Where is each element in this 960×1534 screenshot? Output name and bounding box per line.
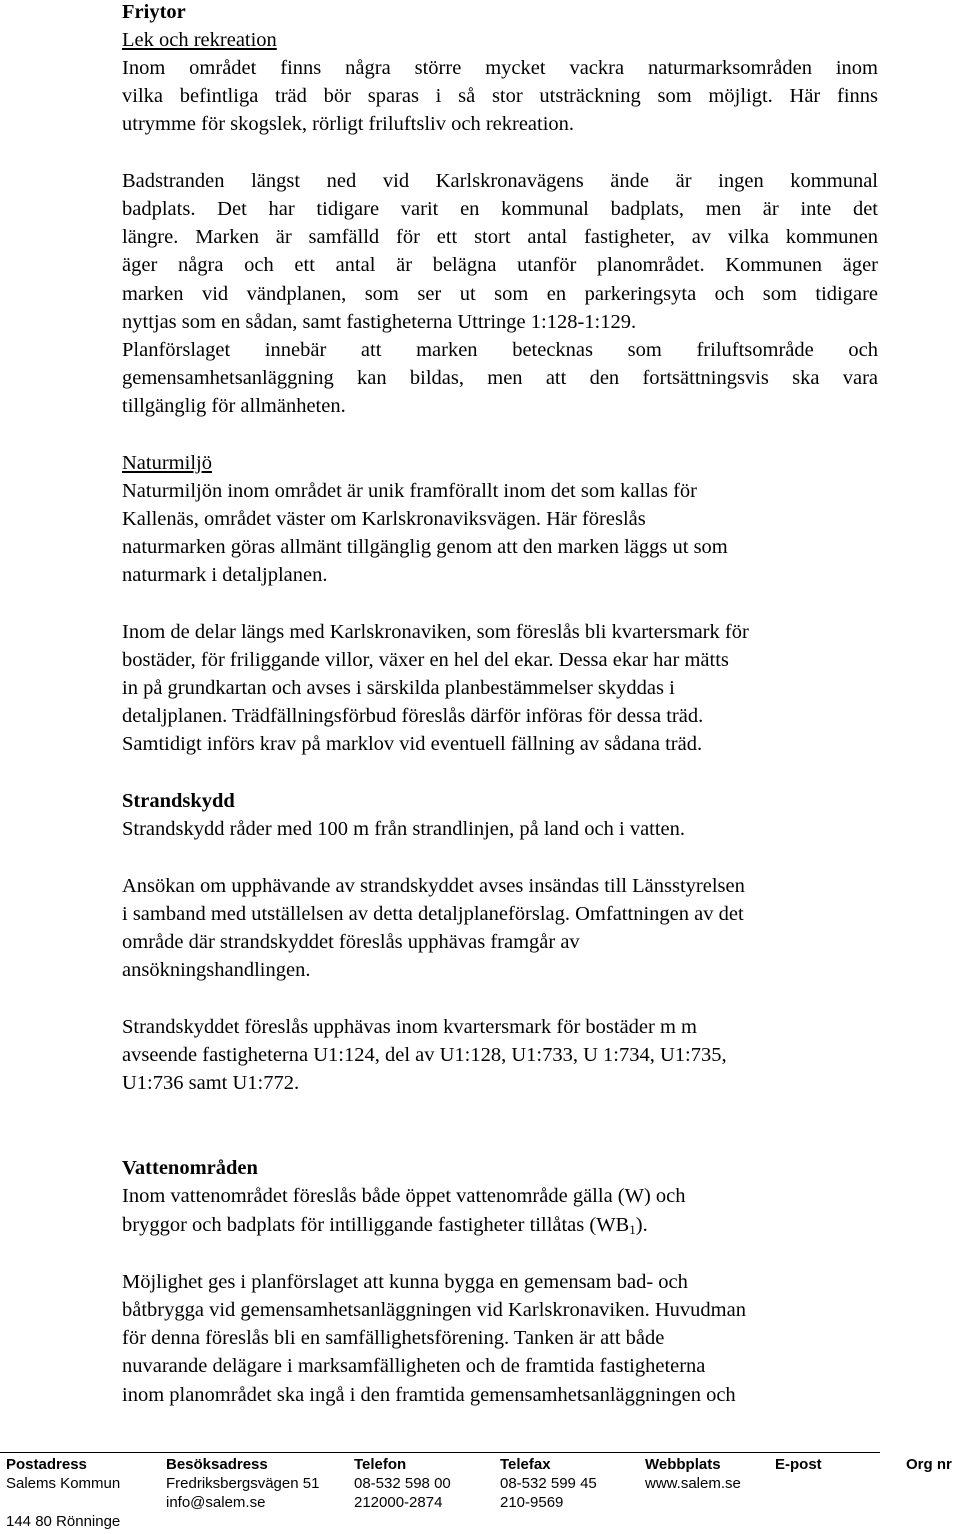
paragraph-line: Samtidigt införs krav på marklov vid eventuell fällning av sådana träd. [122, 733, 703, 755]
paragraph-line: Möjlighet ges i planförslaget att kunna bygga en gemensam bad- och [122, 1271, 688, 1293]
text-span: bryggor och badplats för intilliggande fastigheter tillåtas (WB [122, 1214, 630, 1236]
footer-telefon: 08-532 598 00 [354, 1475, 451, 1492]
section-heading-strandskydd: Strandskydd [122, 790, 235, 812]
text-span: ). [635, 1214, 648, 1236]
paragraph-line: avseende fastigheterna U1:124, del av U1:128, U1:733, U 1:734, U1:735, [122, 1044, 727, 1066]
paragraph-line: Kallenäs, området väster om Karlskronaviksvägen. Här föreslås [122, 508, 646, 530]
footer-besoksadress: Fredriksbergsvägen 51 [166, 1475, 320, 1492]
paragraph-line: inom planområdet ska ingå i den framtida gemensamhetsanläggningen och [122, 1384, 736, 1406]
paragraph-line: äger några och ett antal är belägna utanför planområdet. Kommunen äger [122, 254, 878, 276]
paragraph-line [122, 1211, 648, 1239]
footer-bankgiro: 210-9569 [500, 1494, 564, 1511]
paragraph-line: Naturmiljön inom området är unik framförallt inom det som kallas för [122, 480, 698, 502]
footer-header-telefax: Telefax [500, 1456, 551, 1473]
footer-webbplats-link[interactable]: www.salem.se [645, 1475, 741, 1492]
paragraph-line: Inom de delar längs med Karlskronaviken, som föreslås bli kvartersmark för [122, 621, 749, 643]
section-heading-vattenomraden: Vattenområden [122, 1157, 258, 1179]
footer-postadress-line2: 144 80 Rönninge [6, 1513, 121, 1530]
paragraph-line: gemensamhetsanläggning kan bildas, men att den fortsättningsvis ska vara [122, 367, 878, 389]
paragraph-line: Inom området finns några större mycket vackra naturmarksområden inom [122, 57, 878, 79]
footer-epost-link[interactable]: info@salem.se [166, 1494, 266, 1511]
paragraph-line: marken vid vändplanen, som ser ut som en parkeringsyta och som tidigare [122, 283, 878, 305]
footer-header-besoksadress: Besöksadress [166, 1456, 268, 1473]
paragraph-line: Inom vattenområdet föreslås både öppet vattenområde gälla (W) och [122, 1185, 686, 1207]
paragraph-line: utrymme för skogslek, rörligt friluftsliv och rekreation. [122, 113, 575, 135]
footer-header-orgnr: Org nr [906, 1456, 952, 1473]
paragraph-line: båtbrygga vid gemensamhetsanläggningen vid Karlskronaviken. Huvudman [122, 1299, 746, 1321]
paragraph-line: in på grundkartan och avses i särskilda planbestämmelser skyddas i [122, 677, 675, 699]
paragraph-line: längre. Marken är samfälld för ett stort antal fastigheter, av vilka kommunen [122, 226, 878, 248]
footer-postadress-line1: Salems Kommun [6, 1475, 121, 1492]
footer-header-telefon: Telefon [354, 1456, 407, 1473]
subscript: 1 [629, 1222, 636, 1237]
footer-header-postadress: Postadress [6, 1456, 87, 1473]
paragraph-line: ansökningshandlingen. [122, 959, 311, 981]
paragraph-line: i samband med utställelsen av detta detaljplaneförslag. Omfattningen av det [122, 903, 744, 925]
subheading-naturmiljo: Naturmiljö [122, 452, 212, 474]
footer-divider [0, 1452, 880, 1453]
subheading-lek-och-rekreation: Lek och rekreation [122, 29, 277, 51]
footer-header-webbplats: Webbplats [645, 1456, 721, 1473]
section-heading-friytor: Friytor [122, 1, 186, 23]
paragraph-line: naturmark i detaljplanen. [122, 564, 328, 586]
paragraph-line: Ansökan om upphävande av strandskyddet avses insändas till Länsstyrelsen [122, 875, 745, 897]
paragraph-line: detaljplanen. Trädfällningsförbud föreslås därför införas för dessa träd. [122, 705, 704, 727]
paragraph-line: U1:736 samt U1:772. [122, 1072, 300, 1094]
paragraph-line: Strandskyddet föreslås upphävas inom kvartersmark för bostäder m m [122, 1016, 698, 1038]
paragraph-line: naturmarken göras allmänt tillgänglig genom att den marken läggs ut som [122, 536, 728, 558]
paragraph-line: bostäder, för friliggande villor, växer en hel del ekar. Dessa ekar har mätts [122, 649, 729, 671]
paragraph-line: Strandskydd råder med 100 m från strandlinjen, på land och i vatten. [122, 818, 686, 840]
footer-header-epost: E-post [775, 1456, 822, 1473]
paragraph-line: vilka befintliga träd bör sparas i så stor utsträckning som möjligt. Här finns [122, 85, 878, 107]
paragraph-line: område där strandskyddet föreslås upphävas framgår av [122, 931, 580, 953]
paragraph-line: för denna föreslås bli en samfällighetsförening. Tanken är att både [122, 1327, 665, 1349]
footer-telefax: 08-532 599 45 [500, 1475, 597, 1492]
paragraph-line: tillgänglig för allmänheten. [122, 395, 346, 417]
paragraph-line: nyttjas som en sådan, samt fastigheterna Uttringe 1:128-1:129. [122, 311, 637, 333]
footer-orgnr: 212000-2874 [354, 1494, 443, 1511]
paragraph-line: Planförslaget innebär att marken betecknas som friluftsområde och [122, 339, 878, 361]
paragraph-line: badplats. Det har tidigare varit en kommunal badplats, men är inte det [122, 198, 878, 220]
paragraph-line: Badstranden längst ned vid Karlskronavägens ände är ingen kommunal [122, 170, 878, 192]
paragraph-line: nuvarande delägare i marksamfälligheten och de framtida fastigheterna [122, 1355, 706, 1377]
